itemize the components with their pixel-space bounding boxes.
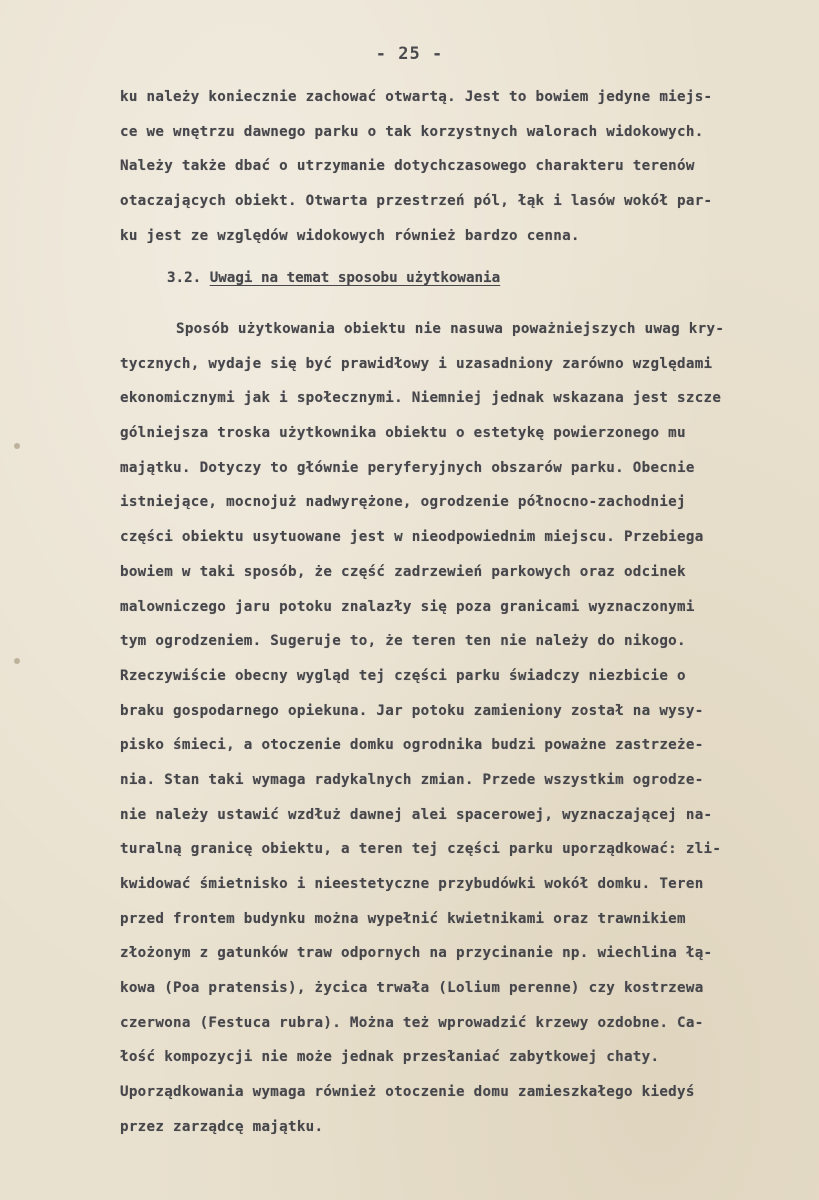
text-line: przez zarządcę majątku. [120, 1118, 324, 1135]
text-line: Należy także dbać o utrzymanie dotychczasowego charakteru terenów [120, 158, 695, 175]
section-heading [167, 270, 500, 286]
text-line: majątku. Dotyczy to głównie peryferyjnych obszarów parku. Obecnie [120, 459, 695, 476]
text-line: złożonym z gatunków traw odpornych na przycinanie np. wiechlina łą- [120, 945, 713, 962]
text-line: gólniejsza troska użytkownika obiektu o estetykę powierzonego mu [120, 425, 686, 442]
text-line: Rzeczywiście obecny wygląd tej części parku świadczy niezbicie o [120, 667, 686, 684]
text-line: kowa (Poa pratensis), życica trwała (Lolium perenne) czy kostrzewa [120, 980, 704, 997]
paragraph-2 [120, 312, 819, 1145]
text-line: bowiem w taki sposób, że część zadrzewień parkowych oraz odcinek [120, 563, 686, 580]
text-line: turalną granicę obiektu, a teren tej części parku uporządkować: zli- [120, 841, 722, 858]
text-line: malowniczego jaru potoku znalazły się poza granicami wyznaczonymi [120, 598, 695, 615]
text-line: czerwona (Festuca rubra). Można też wprowadzić krzewy ozdobne. Ca- [120, 1014, 704, 1031]
text-line: ku jest ze względów widokowych również bardzo cenna. [120, 227, 580, 244]
text-line: Sposób użytkowania obiektu nie nasuwa poważniejszych uwag kry- [176, 321, 725, 337]
text-line: tycznych, wydaje się być prawidłowy i uzasadniony zarówno względami [120, 355, 713, 372]
punch-hole-mark [14, 658, 20, 664]
text-line: tym ogrodzeniem. Sugeruje to, że teren ten nie należy do nikogo. [120, 633, 686, 650]
text-line: pisko śmieci, a otoczenie domku ogrodnika budzi poważne zastrzeże- [120, 737, 704, 754]
text-line: kwidować śmietnisko i nieestetyczne przybudówki wokół domku. Teren [120, 876, 704, 892]
text-line: Uporządkowania wymaga również otoczenie domu zamieszkałego kiedyś [120, 1084, 695, 1101]
text-line: braku gospodarnego opiekuna. Jar potoku zamieniony został na wysy- [120, 702, 704, 719]
text-line: nie należy ustawić wzdłuż dawnej alei spacerowej, wyznaczającej na- [120, 806, 713, 823]
section-title: Uwagi na temat sposobu użytkowania [209, 270, 501, 286]
text-line: nia. Stan taki wymaga radykalnych zmian. Przede wszystkim ogrodze- [120, 771, 704, 788]
paragraph-1 [120, 80, 819, 253]
text-line: przed frontem budynku można wypełnić kwietnikami oraz trawnikiem [120, 910, 686, 927]
text-line: otaczających obiekt. Otwarta przestrzeń pól, łąk i lasów wokół par- [120, 193, 713, 210]
text-line: łość kompozycji nie może jednak przesłaniać zabytkowej chaty. [120, 1049, 660, 1066]
text-line: istniejące, mocnojuż nadwyrężone, ogrodzenie północno-zachodniej [120, 494, 686, 511]
page-number: - 25 - [375, 44, 444, 64]
section-number: 3.2. [167, 270, 202, 286]
punch-hole-mark [14, 443, 20, 449]
text-line: ku należy koniecznie zachować otwartą. Jest to bowiem jedyne miejs- [120, 89, 713, 105]
text-line: ce we wnętrzu dawnego parku o tak korzystnych walorach widokowych. [120, 123, 704, 140]
text-line: ekonomicznymi jak i społecznymi. Niemniej jednak wskazana jest szcze [120, 390, 722, 407]
text-line: części obiektu usytuowane jest w nieodpowiednim miejscu. Przebiega [120, 529, 704, 546]
